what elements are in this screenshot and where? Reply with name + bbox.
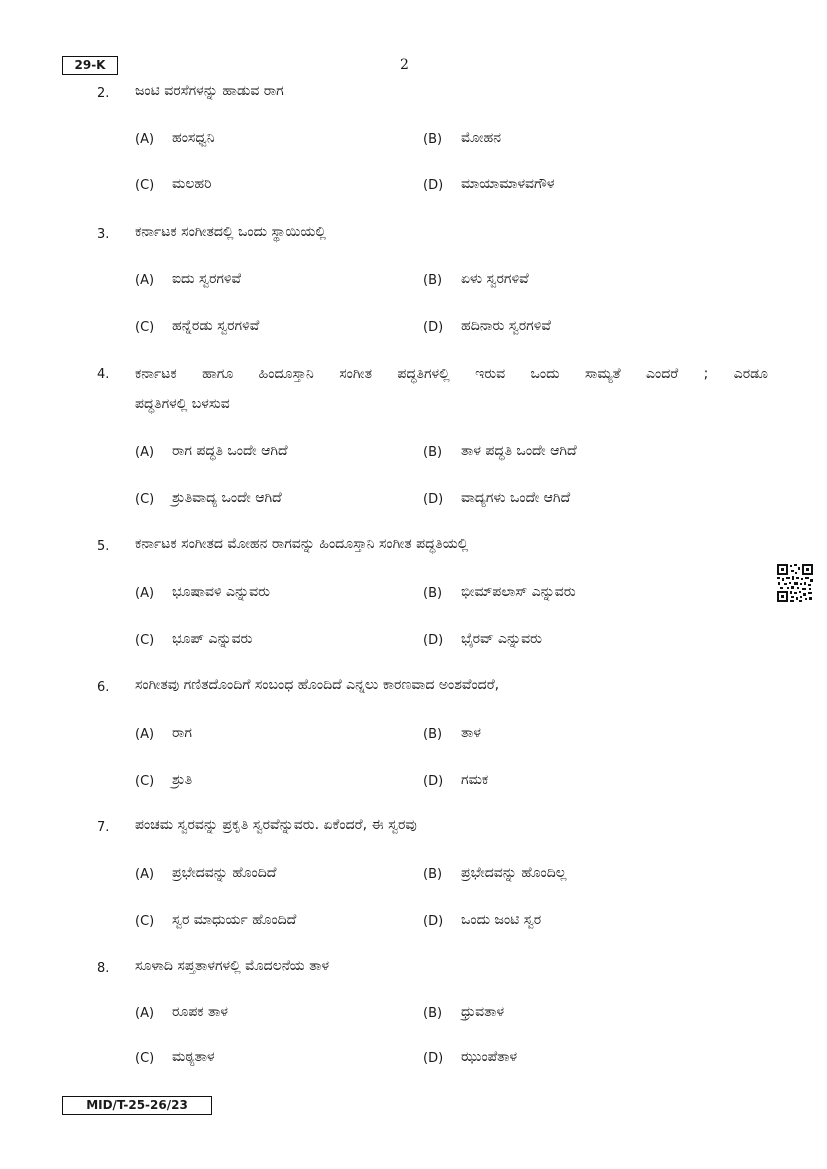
option-text: ಮಲಹರಿ xyxy=(172,176,212,192)
option-text: ಭೂಷಾವಳಿ ಎನ್ನುವರು xyxy=(172,584,270,600)
option-label: (D) xyxy=(423,633,444,648)
option-label: (C) xyxy=(135,1051,155,1066)
option-label: (A) xyxy=(135,867,155,882)
option-label: (D) xyxy=(423,1051,444,1066)
option-label: (A) xyxy=(135,132,155,147)
option-text: ಏಳು ಸ್ವರಗಳಿವೆ xyxy=(461,271,529,287)
option-text: ಹಂಸಧ್ವನಿ xyxy=(172,130,215,146)
option-text: ಗಮಕ xyxy=(461,772,489,788)
option-text: ಮಠ್ಯತಾಳ xyxy=(172,1049,215,1065)
option-text: ಮಾಯಾಮಾಳವಗೌಳ xyxy=(461,176,555,192)
option-label: (B) xyxy=(423,273,443,288)
option-label: (C) xyxy=(135,492,155,507)
question-text: ಕರ್ನಾಟಕ ಸಂಗೀತದಲ್ಲಿ ಒಂದು ಸ್ಥಾಯಿಯಲ್ಲಿ xyxy=(135,224,326,240)
option-text: ಹದಿನಾರು ಸ್ವರಗಳಿವೆ xyxy=(461,318,551,334)
option-text: ರೂಪಕ ತಾಳ xyxy=(172,1004,229,1020)
option-label: (D) xyxy=(423,914,444,929)
question-number: 8. xyxy=(97,961,110,976)
paper-code-box: 29-K xyxy=(62,56,118,75)
option-label: (D) xyxy=(423,492,444,507)
option-label: (B) xyxy=(423,867,443,882)
option-text: ಭೂಪ್ ಎನ್ನುವರು xyxy=(172,631,253,647)
option-label: (A) xyxy=(135,273,155,288)
qr-code-icon xyxy=(776,563,814,603)
question-text: ಜಂಟಿ ವರಸೆಗಳನ್ನು ಹಾಡುವ ರಾಗ xyxy=(135,83,284,99)
option-text: ಭೀಮ್‌ಪಲಾಸ್ ಎನ್ನುವರು xyxy=(461,584,576,600)
footer-code-box: MID/T-25-26/23 xyxy=(62,1096,212,1115)
page-number: 2 xyxy=(400,57,409,73)
option-text: ಮೋಹನ xyxy=(461,130,501,146)
option-text: ಹನ್ನೆರಡು ಸ್ವರಗಳಿವೆ xyxy=(172,318,260,334)
option-text: ಝುಂಪೆತಾಳ xyxy=(461,1049,518,1065)
question-text: ಪಂಚಮ ಸ್ವರವನ್ನು ಪ್ರಕೃತಿ ಸ್ವರವೆನ್ನುವರು. ಏಕೆಂದರೆ, ಈ ಸ್ವರವು xyxy=(135,817,417,833)
question-text: ಸಂಗೀತವು ಗಣಿತದೊಂದಿಗೆ ಸಂಬಂಧ ಹೊಂದಿದೆ ಎನ್ನಲು ಕಾರಣವಾದ ಅಂಶವೆಂದರೆ, xyxy=(135,677,500,693)
question-number: 3. xyxy=(97,227,110,242)
question-text: ಸೂಳಾದಿ ಸಪ್ತತಾಳಗಳಲ್ಲಿ ಮೊದಲನೆಯ ತಾಳ xyxy=(135,958,330,974)
option-label: (B) xyxy=(423,1006,443,1021)
question-number: 7. xyxy=(97,820,110,835)
option-text: ಶ್ರುತಿ xyxy=(172,772,193,788)
option-label: (C) xyxy=(135,914,155,929)
option-label: (B) xyxy=(423,727,443,742)
option-label: (B) xyxy=(423,445,443,460)
option-text: ಧ್ರುವತಾಳ xyxy=(461,1004,505,1020)
question-text: ಕರ್ನಾಟಕ ಸಂಗೀತದ ಮೋಹನ ರಾಗವನ್ನು ಹಿಂದೂಸ್ತಾನಿ ಸಂಗೀತ ಪದ್ಧತಿಯಲ್ಲಿ xyxy=(135,536,469,552)
option-text: ಶ್ರುತಿವಾದ್ಯ ಒಂದೇ ಆಗಿದೆ xyxy=(172,490,282,506)
option-label: (A) xyxy=(135,586,155,601)
question-number: 6. xyxy=(97,680,110,695)
option-text: ಪ್ರಭೇದವನ್ನು ಹೊಂದಿಲ್ಲ xyxy=(461,865,567,881)
option-text: ಭೈರವ್ ಎನ್ನುವರು xyxy=(461,631,542,647)
question-text-line2: ಪದ್ಧತಿಗಳಲ್ಲಿ ಬಳಸುವ xyxy=(135,396,230,412)
option-label: (C) xyxy=(135,774,155,789)
option-label: (B) xyxy=(423,132,443,147)
option-text: ಸ್ವರ ಮಾಧುರ್ಯ ಹೊಂದಿದೆ xyxy=(172,912,297,928)
option-text: ರಾಗ xyxy=(172,725,192,741)
option-text: ವಾದ್ಯಗಳು ಒಂದೇ ಆಗಿದೆ xyxy=(461,490,571,506)
question-text: ಕರ್ನಾಟಕ ಹಾಗೂ ಹಿಂದೂಸ್ತಾನಿ ಸಂಗೀತ ಪದ್ಧತಿಗಳಲ್ಲಿ ಇರುವ ಒಂದು ಸಾಮ್ಯತೆ ಎಂದರೆ ; ಎರಡೂ xyxy=(135,366,768,382)
option-label: (B) xyxy=(423,586,443,601)
option-label: (A) xyxy=(135,1006,155,1021)
option-text: ಒಂದು ಜಂಟಿ ಸ್ವರ xyxy=(461,912,542,928)
option-text: ಐದು ಸ್ವರಗಳಿವೆ xyxy=(172,271,242,287)
option-label: (D) xyxy=(423,178,444,193)
option-text: ತಾಳ xyxy=(461,725,481,741)
option-label: (C) xyxy=(135,178,155,193)
option-label: (D) xyxy=(423,320,444,335)
option-label: (A) xyxy=(135,727,155,742)
option-label: (D) xyxy=(423,774,444,789)
option-text: ರಾಗ ಪದ್ಧತಿ ಒಂದೇ ಆಗಿದೆ xyxy=(172,443,288,459)
option-label: (C) xyxy=(135,633,155,648)
question-number: 2. xyxy=(97,86,110,101)
question-number: 4. xyxy=(97,367,110,382)
question-number: 5. xyxy=(97,539,110,554)
option-text: ಪ್ರಭೇದವನ್ನು ಹೊಂದಿದೆ xyxy=(172,865,277,881)
option-text: ತಾಳ ಪದ್ಧತಿ ಒಂದೇ ಆಗಿದೆ xyxy=(461,443,577,459)
option-label: (A) xyxy=(135,445,155,460)
option-label: (C) xyxy=(135,320,155,335)
